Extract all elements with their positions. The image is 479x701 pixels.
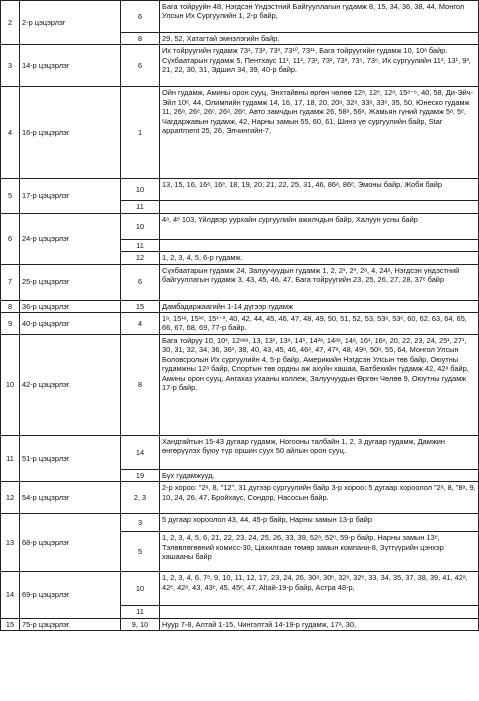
khoroo-number: 11 [121, 606, 160, 618]
address-list: 1ᵃ, 15¹ᵃ, 15¹ᵉ, 15¹⁻³, 40, 42, 44, 45, 46, 47, 48, 49, 50, 51, 52, 53, 53ᵃ, 53ᵉ, 60, 62, 63, 64, 65, 66, 67, 68, 69, 77-р байр. [160, 313, 479, 335]
row-number: 11 [1, 436, 20, 482]
table-row [1, 179, 479, 201]
address-list: Их тойруугийн гудамж 73¹, 73², 73³, 73¹⁰, 73¹¹, Бага тойруугийн гудамж 10, 10ᵃ байр. Сүхбаатарын гудамж 5, Пентхаус 11¹, 11², 73¹, 73², 73³, 73⁵, 73⁶, Их сургуулийн 11³, 13¹, 9³, 21, 22, 30, 31, Эдшил 34, 39, 40-р байр. [160, 45, 479, 87]
khoroo-number: 2, 3 [121, 482, 160, 514]
table-row [1, 213, 479, 239]
address-list: Ойн гудамж, Амины орон сууц, Энхтайвны өргөн чөлөө 12ᵃ, 12ᵉ, 12ᵃ, 15ᵃ⁻⁶, 40, 58, Ди-Эйч-Эйл 10ᵉ, 44, Олимпийн гудамж 14, 16, 17, 18, 20, 20ᵃ, 32ᵃ, 33ᵃ, 33ᵉ, 35, 50, Юнеско гудамж 11, 26ᵃ, 26ᵉ, 26ᶜ, 26ᵃ, 26ᵉ, Авто замчдын гудамж 26, 58ᵃ, 56ᵃ, Жамьян гүний гудамж 5ᵃ, 5ᵉ, Чагдаржавын гудамж, 42, Нарны замын 55, 60, 61, Шинэ үе сургуулийн байр, Star appartment 25, 26, Элчингийн-7, [160, 87, 479, 179]
row-number: 6 [1, 213, 20, 264]
address-list: 1, 2, 3, 4, 5, 6, 21, 22, 23, 24, 25, 26, 33, 39, 52ᵃ, 52ᵉ, 59-р байр, Нарны замын 13ᵉ, Тэлөвлөгөөний комисс-30, Цахилгаан төмөр замын компани-8, Зүтгүүрийн цэнхэр хашааны байр [160, 532, 479, 572]
kindergarten-name: 25-р цэцэрлэг [20, 264, 121, 300]
kindergarten-name: 36-р цэцэрлэг [20, 300, 121, 312]
address-list: 2-р хороо: "2ᵃ, 8, "12", 31 дүгээр сургуулийн байр 3-р хороо: 5 дугаар хороолол "2ᵃ, 8, "8ᵃ, 9, 10, 24, 26, 47, Бройхаус, Сондор, Насосын байр. [160, 482, 479, 514]
khoroo-number: 5 [121, 532, 160, 572]
kindergarten-name: 40-р цэцэрлэг [20, 313, 121, 335]
address-list: 5 дугаар хороолол 43, 44, 45-р байр, Нарны замын 13-р байр [160, 514, 479, 532]
table-row [1, 482, 479, 514]
row-number: 3 [1, 45, 20, 87]
address-list: Нуур 7-8, Алтай 1-15, Чингэлтэй 14-19-р гудамж, 17ᵃ, 30, [160, 618, 479, 630]
address-list: Хандгайтын 15-43 дугаар гудамж, Ногооны талбайн 1, 2, 3 дугаар гудамж, Дамжин өнгөрүүлэх буюу түр оршин суух 50 айлын орон сууц. [160, 436, 479, 470]
kindergarten-name: 51-р цэцэрлэг [20, 436, 121, 482]
khoroo-number: 1 [121, 87, 160, 179]
khoroo-number: 10 [121, 572, 160, 606]
row-number: 5 [1, 179, 20, 213]
khoroo-number: 6 [121, 1, 160, 33]
khoroo-number: 9, 10 [121, 618, 160, 630]
table-row [1, 1, 479, 33]
table-row [1, 618, 479, 630]
khoroo-number: 10 [121, 213, 160, 239]
kindergarten-name: 2-р цэцэрлэг [20, 1, 121, 45]
khoroo-number: 11 [121, 239, 160, 251]
kindergarten-name: 54-р цэцэрлэг [20, 482, 121, 514]
table-row [1, 300, 479, 312]
table-row [1, 264, 479, 300]
address-list [160, 606, 479, 618]
kindergarten-name: 68-р цэцэрлэг [20, 514, 121, 572]
address-list: Дамбадаржаагийн 1-14 дүгээр гудамж [160, 300, 479, 312]
khoroo-number: 3 [121, 514, 160, 532]
khoroo-number: 19 [121, 470, 160, 482]
row-number: 12 [1, 482, 20, 514]
row-number: 9 [1, 313, 20, 335]
khoroo-number: 10 [121, 179, 160, 201]
table-row [1, 45, 479, 87]
address-list [160, 239, 479, 251]
row-number: 2 [1, 1, 20, 45]
table-row [1, 335, 479, 436]
address-list: 1, 2, 3, 4, 5, 6-р гудамж. [160, 252, 479, 264]
khoroo-number: 11 [121, 201, 160, 213]
address-list: 4ᵃ, 4ᵉ 103, Үйлдвэр уурхайн сургуулийн ажилчдын байр, Халуун усны байр [160, 213, 479, 239]
address-list: Бүх гудамжууд. [160, 470, 479, 482]
table-row [1, 572, 479, 606]
row-number: 7 [1, 264, 20, 300]
khoroo-number: 6 [121, 264, 160, 300]
address-list: Бага тойрууйн 48, Нэгдсэн Үндэстний Байгууллагын гудамж 8, 15, 34, 36, 38, 44, Монгол Улсын Их Сургуулийн 1, 2-р байр, [160, 1, 479, 33]
row-number: 10 [1, 335, 20, 436]
address-list: 29, 52, Хатагтай эмнэлэгийн байр. [160, 33, 479, 45]
address-list: 13, 15, 16, 16ᵃ, 16ᵉ, 18, 19, 20, 21, 22, 25, 31, 46, 86ᵃ, 86ᵉ, Эмоны байр, Жоби байр [160, 179, 479, 201]
row-number: 15 [1, 618, 20, 630]
kindergarten-name: 14-р цэцэрлэг [20, 45, 121, 87]
kindergarten-name: 16-р цэцэрлэг [20, 87, 121, 179]
kindergarten-name: 17-р цэцэрлэг [20, 179, 121, 213]
khoroo-number: 6 [121, 45, 160, 87]
address-list [160, 201, 479, 213]
khoroo-number: 8 [121, 335, 160, 436]
table-row [1, 313, 479, 335]
kindergarten-name: 69-р цэцэрлэг [20, 572, 121, 618]
table-body [1, 1, 479, 631]
row-number: 4 [1, 87, 20, 179]
row-number: 13 [1, 514, 20, 572]
table-row [1, 436, 479, 470]
row-number: 14 [1, 572, 20, 618]
address-list: Сүхбаатарын гудамж 24, Залуучуудын гудамж 1, 2, 2¹, 2³, 2ᵃ, 4, 24ᵃ, Нэгдсэн үндэстний байгууллагын гудамж 3, 43, 45, 46, 47, Бага тойруугийн 23, 25, 26, 27, 28, 37ᵉ байр [160, 264, 479, 300]
khoroo-number: 14 [121, 436, 160, 470]
kindergarten-name: 75-р цэцэрлэг [20, 618, 121, 630]
kindergarten-name: 24-р цэцэрлэг [20, 213, 121, 264]
khoroo-number: 15 [121, 300, 160, 312]
table-row [1, 87, 479, 179]
kindergarten-name: 42-р цэцэрлэг [20, 335, 121, 436]
row-number: 8 [1, 300, 20, 312]
khoroo-number: 4 [121, 313, 160, 335]
khoroo-number: 8 [121, 33, 160, 45]
khoroo-number: 12 [121, 252, 160, 264]
address-list: 1, 2, 3, 4, 6, 7ᵃ, 9, 10, 11, 12, 17, 23, 24, 26, 30ᵃ, 30ᵉ, 32ᵃ, 32ᵉ, 33, 34, 35, 37, 38, 39, 41, 42ᵃ, 42ᵉ, 42ᵃ, 43, 43ᵉ, 45, 45ᵉ, 47, Altай-19-р байр, Астра 48-р, [160, 572, 479, 606]
address-list: Бага тойруу 10, 10¹, 12ᵃᵃᵃ, 13, 13¹, 13ᵃ, 14¹, 14²ᵃ, 14ᵃᵃ, 14ᵃ, 16¹, 16ᵃ, 20, 22, 23, 24, 25¹, 27¹, 30, 31, 32, 34, 36, 36¹, 38, 40, 43, 45, 46, 46ᵃ, 47, 47ᵃ, 48, 49ᵃ, 50ᵃ, 55, 64, Монгол Улсын Боловсролын Их сургуулийн 4, 5-р байр, Америкийн Нэгдсэн Улсын төв байр, Оюутны гудамжны 12ᵃ байр, Спортын төв ордны аж ахуйн хашаа, Батбехийн гудамж 42, 42ᵃ байр, Амины орон сууц, Ангахаз ухааны коллеж, Залуучуудын Өргөн Чөлөө 9, Оюутны гудамж 17-р байр. [160, 335, 479, 436]
table-row [1, 514, 479, 532]
